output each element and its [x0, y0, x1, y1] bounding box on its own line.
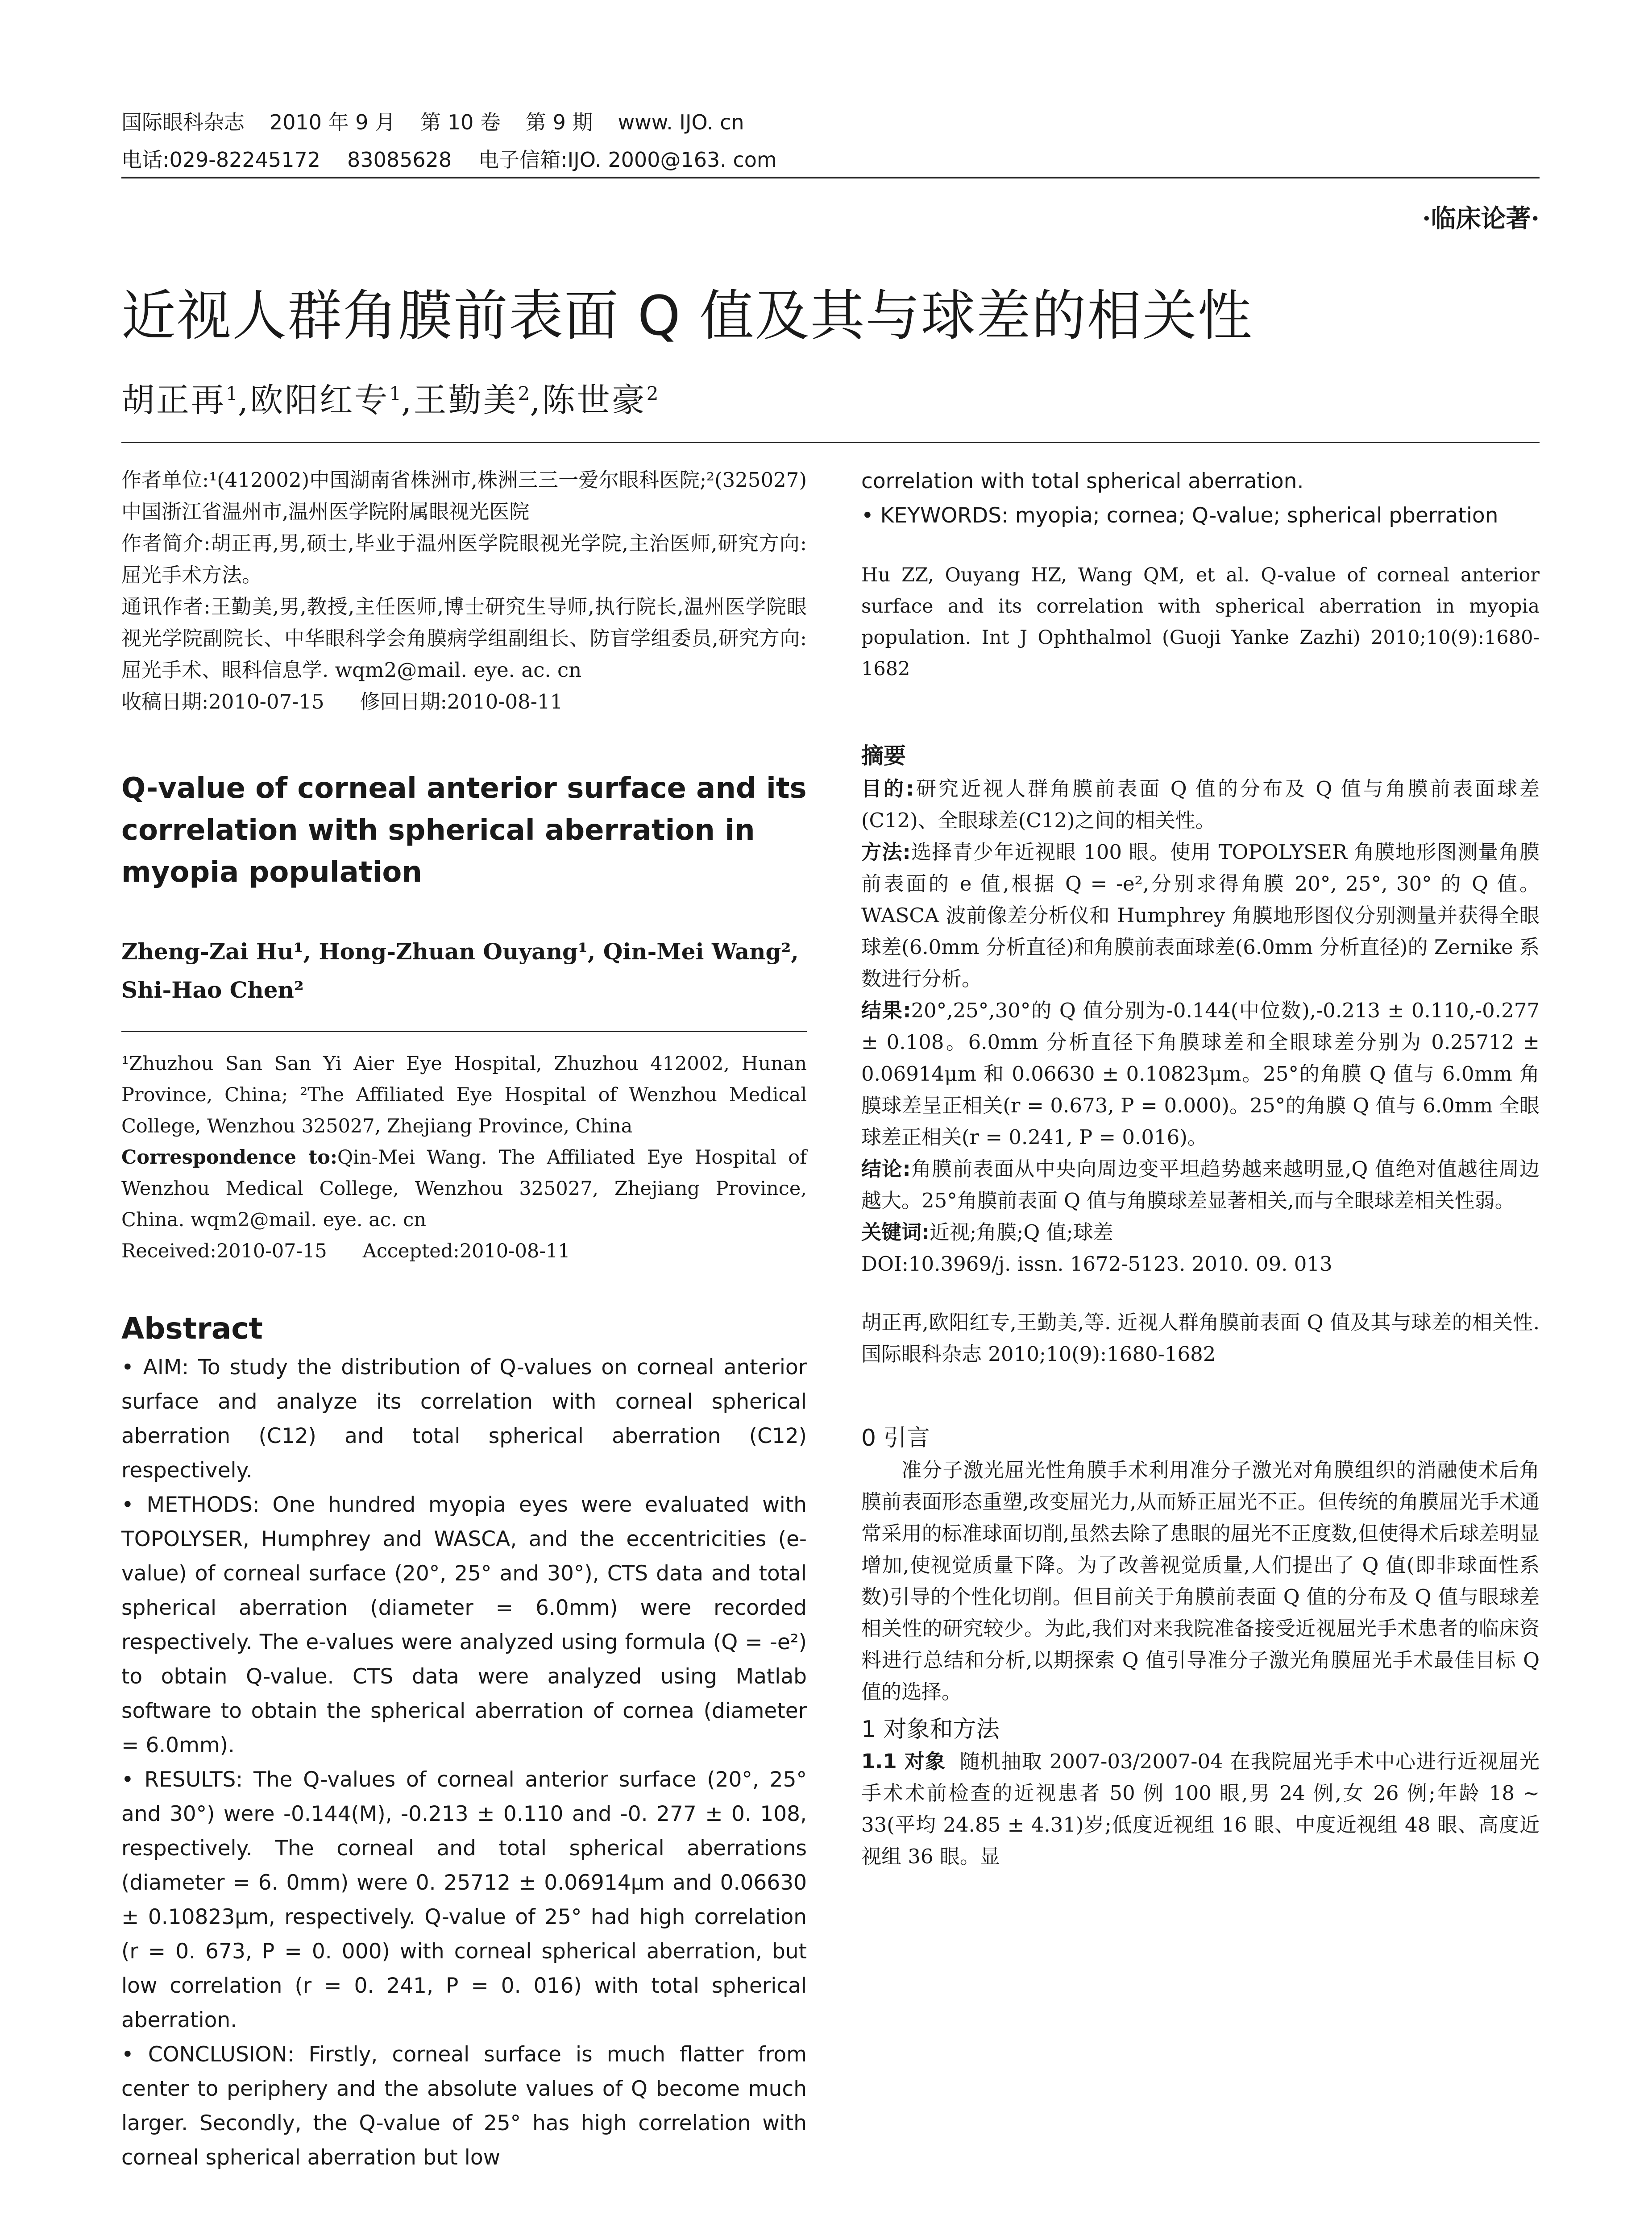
journal-phone: 电话:029-82245172 [121, 148, 321, 172]
english-accepted: Accepted:2010-08-11 [362, 1240, 570, 1262]
right-column [861, 464, 1540, 1872]
english-keywords: • KEYWORDS: myopia; cornea; Q-value; spherical pberration [861, 503, 1498, 528]
english-title: Q-value of corneal anterior surface and its correlation with spherical aberration in myopia population [121, 772, 807, 889]
abstract-conclusion: • CONCLUSION: Firstly, corneal surface is much flatter from center to periphery and the absolute values of Q become much larger. Secondly, the Q-value of 25° has high correlation with corneal spherical aberration but low [121, 2042, 807, 2170]
abstract-results: • RESULTS: The Q-values of corneal anterior surface (20°, 25° and 30°) were -0.144(M), -0.213 ± 0.110 and -0. 277 ± 0. 108, respectively. The corneal and total spherical aberrations (diameter = 6. 0mm) were 0. 25712 ± 0.06914μm and 0.06630 ± 0.10823μm, respectively. Q-value of 25° had high correlation (r = 0. 673, P = 0. 000) with corneal spherical aberration, but low correlation (r = 0. 241, P = 0. 016) with total spherical aberration. [121, 1767, 807, 2032]
zhaiyao-methods-text: 选择青少年近视眼 100 眼。使用 TOPOLYSER 角膜地形图测量角膜前表面的 e 值,根据 Q = -e²,分别求得角膜 20°, 25°, 30° 的 Q 值。WASCA 波前像差分析仪和 Humphrey 角膜地形图仪分别测量并获得全眼球差(6.0mm 分析直径)和角膜前表面球差(6.0mm 分析直径)的 Zernike 系数进行分析。 [861, 840, 1540, 991]
cn-dates [121, 686, 807, 717]
author-sup: 2 [646, 382, 659, 405]
author-sup: 2 [518, 382, 530, 405]
zhaiyao-conclusion-text: 角膜前表面从中央向周边变平坦趋势越来越明显,Q 值绝对值越往周边越大。25°角膜前表面 Q 值与角膜球差显著相关,而与全眼球差相关性弱。 [861, 1157, 1540, 1212]
journal-issue: 第 9 期 [525, 110, 593, 134]
author-name: 胡正再 [121, 381, 226, 419]
zhaiyao-keywords-label: 关键词: [861, 1220, 930, 1244]
header-rule [121, 177, 1540, 178]
english-dates [121, 1236, 807, 1267]
zhaiyao-keywords-text: 近视;角膜;Q 值;球差 [930, 1220, 1113, 1244]
english-received: Received:2010-07-15 [121, 1240, 327, 1262]
zhaiyao-results-text: 20°,25°,30°的 Q 值分别为-0.144(中位数),-0.213 ± 0.110,-0.277 ± 0.108。6.0mm 分析直径下角膜球差和全眼球差分别为 0.25712 ± 0.06914μm 和 0.06630 ± 0.10823μm。25°的角膜 Q 值与 6.0mm 角膜球差呈正相关(r = 0.673, P = 0.000)。25°的角膜 Q 值与 6.0mm 全眼球差正相关(r = 0.241, P = 0.016)。 [861, 999, 1540, 1149]
abstract-methods: • METHODS: One hundred myopia eyes were evaluated with TOPOLYSER, Humphrey and WASCA, and the eccentricities (e-value) of corneal surface (20°, 25° and 30°), CTS data and total spherical aberration (diameter = 6.0mm) were recorded respectively. The e-values were analyzed using formula (Q = -e²) to obtain Q-value. CTS data were analyzed using Matlab software to obtain the spherical aberration of cornea (diameter = 6.0mm). [121, 1493, 807, 1758]
zhaiyao-conclusion-label: 结论: [861, 1157, 911, 1181]
cn-bio: 作者简介:胡正再,男,硕士,毕业于温州医学院眼视光学院,主治医师,研究方向:屈光手术方法。 [121, 531, 807, 587]
left-column [121, 464, 807, 2175]
zhaiyao-aim [861, 773, 1540, 836]
abstract-conclusion-cont: correlation with total spherical aberration. [861, 469, 1304, 493]
journal-website: www. IJO. cn [618, 110, 744, 134]
english-authors: Zheng-Zai Hu¹, Hong-Zhuan Ouyang¹, Qin-Mei Wang², Shi-Hao Chen² [121, 938, 799, 1003]
cn-received: 收稿日期:2010-07-15 [121, 690, 324, 713]
subjects-label: 1.1 对象 [861, 1750, 946, 1773]
intro-heading: 0 引言 [861, 1425, 930, 1451]
zhaiyao-aim-text: 研究近视人群角膜前表面 Q 值的分布及 Q 值与角膜前表面球差(C12)、全眼球差(C12)之间的相关性。 [861, 777, 1540, 832]
cn-citation: 胡正再,欧阳红专,王勤美,等. 近视人群角膜前表面 Q 值及其与球差的相关性. 国际眼科杂志 2010;10(9):1680-1682 [861, 1310, 1540, 1366]
article-title: 近视人群角膜前表面 Q 值及其与球差的相关性 [121, 284, 1253, 348]
zhaiyao-results-label: 结果: [861, 999, 911, 1022]
english-citation: Hu ZZ, Ouyang HZ, Wang QM, et al. Q-value of corneal anterior surface and its correlation with spherical aberration in myopia population. Int J Ophthalmol (Guoji Yanke Zazhi) 2010;10(9):1680-1682 [861, 564, 1540, 680]
zhaiyao-conclusion [861, 1153, 1540, 1216]
journal-date: 2010 年 9 月 [270, 110, 396, 134]
subjects-text: 随机抽取 2007-03/2007-04 在我院屈光手术中心进行近视屈光手术术前检查的近视患者 50 例 100 眼,男 24 例,女 26 例;年龄 18 ~ 33(平均 24.85 ± 4.31)岁;低度近视组 16 眼、中度近视组 48 眼、高度近视组 36 眼。显 [861, 1750, 1540, 1868]
author-name: 王勤美 [413, 381, 518, 419]
zhaiyao-methods [861, 836, 1540, 995]
section-label: ·临床论著· [1422, 204, 1540, 233]
author-name: 陈世豪 [542, 381, 647, 419]
journal-name: 国际眼科杂志 [121, 110, 245, 134]
methods-heading: 1 对象和方法 [861, 1716, 1000, 1743]
english-author-rule [121, 1031, 807, 1032]
journal-header-line1 [121, 106, 769, 136]
abstract-aim: • AIM: To study the distribution of Q-values on corneal anterior surface and analyze its correlation with corneal spherical aberration (C12) and total spherical aberration (C12) respectively. [121, 1355, 807, 1483]
correspondence-label: Correspondence to: [121, 1146, 337, 1169]
correspondence-text: Qin-Mei Wang. The Affiliated Eye Hospital of Wenzhou Medical College, Wenzhou 325027, Zhejiang Province, China. wqm2@mail. eye. ac. cn [121, 1146, 807, 1231]
journal-volume: 第 10 卷 [420, 110, 501, 134]
subjects-paragraph [861, 1746, 1540, 1872]
title-rule [121, 442, 1540, 443]
journal-phone2: 83085628 [347, 148, 452, 172]
author-sup: 1 [389, 382, 401, 405]
zhaiyao-methods-label: 方法: [861, 840, 911, 864]
author-name: 欧阳红专 [250, 381, 390, 419]
zhaiyao-heading: 摘要 [861, 743, 906, 769]
journal-email: 电子信箱:IJO. 2000@163. com [478, 148, 777, 172]
cn-affiliation: 作者单位:¹(412002)中国湖南省株洲市,株洲三三一爱尔眼科医院;²(325027)中国浙江省温州市,温州医学院附属眼视光医院 [121, 468, 807, 523]
cn-revised: 修回日期:2010-08-11 [360, 690, 563, 713]
zhaiyao-aim-label: 目的: [861, 777, 914, 800]
journal-header-line2 [121, 144, 804, 173]
cn-correspondence: 通讯作者:王勤美,男,教授,主任医师,博士研究生导师,执行院长,温州医学院眼视光学院副院长、中华眼科学会角膜病学组副组长、防盲学组委员,研究方向:屈光手术、眼科信息学. wqm2@mail. eye. ac. cn [121, 595, 807, 682]
zhaiyao-keywords [861, 1216, 1540, 1248]
english-affiliation: ¹Zhuzhou San San Yi Aier Eye Hospital, Zhuzhou 412002, Hunan Province, China; ²The Affiliated Eye Hospital of Wenzhou Medical College, Wenzhou 325027, Zhejiang Province, China [121, 1053, 807, 1137]
doi: DOI:10.3969/j. issn. 1672-5123. 2010. 09. 013 [861, 1252, 1332, 1276]
author-sup: 1 [226, 382, 238, 405]
zhaiyao-results [861, 995, 1540, 1153]
abstract-heading: Abstract [121, 1311, 263, 1346]
english-correspondence [121, 1142, 807, 1236]
intro-paragraph: 准分子激光屈光性角膜手术利用准分子激光对角膜组织的消融使术后角膜前表面形态重塑,改变屈光力,从而矫正屈光不正。但传统的角膜屈光手术通常采用的标准球面切削,虽然去除了患眼的屈光不正度数,但使得术后球差明显增加,使视觉质量下降。为了改善视觉质量,人们提出了 Q 值(即非球面性系数)引导的个性化切削。但目前关于角膜前表面 Q 值的分布及 Q 值与眼球差相关性的研究较少。为此,我们对来我院准备接受近视屈光手术患者的临床资料进行总结和分析,以期探索 Q 值引导准分子激光角膜屈光手术最佳目标 Q 值的选择。 [861, 1458, 1540, 1704]
author-list: 胡正再$^1$,欧阳红专$^1$,王勤美$^2$,陈世豪$^2$ [121, 381, 659, 419]
